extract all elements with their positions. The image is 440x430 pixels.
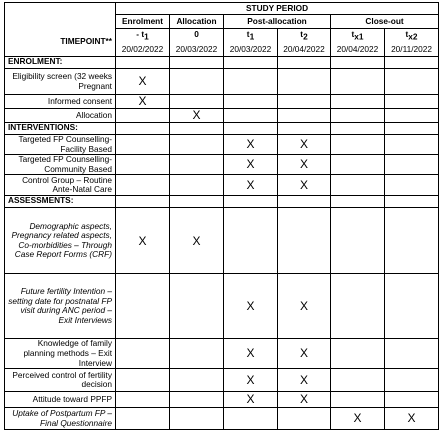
schedule-cell	[331, 109, 385, 123]
table-row	[5, 95, 439, 109]
schedule-mark: X	[192, 108, 201, 123]
activity-label: Perceived control of fertility decision	[5, 369, 116, 392]
schedule-cell	[170, 69, 224, 95]
group-close-out: Close-out	[331, 15, 439, 29]
schedule-cell	[385, 339, 439, 369]
header-corner-2	[5, 15, 116, 29]
table-row	[5, 408, 439, 430]
schedule-cell	[385, 69, 439, 95]
schedule-cell	[278, 408, 331, 430]
empty-cell	[278, 196, 331, 208]
schedule-mark: X	[246, 137, 255, 152]
schedule-cell	[278, 369, 331, 392]
schedule-cell	[170, 135, 224, 155]
schedule-cell	[170, 175, 224, 196]
schedule-cell	[116, 208, 170, 274]
timepoint-date: 20/04/2022	[283, 44, 325, 55]
empty-cell	[116, 57, 170, 69]
schedule-cell	[385, 392, 439, 408]
activity-label: Control Group – Routine Ante-Natal Care	[5, 175, 116, 196]
timepoint-cell	[331, 29, 385, 57]
timepoint-symbol: t	[351, 29, 355, 40]
schedule-cell	[116, 95, 170, 109]
activity-label: Knowledge of family planning methods – Exit Interview	[5, 339, 116, 369]
table-row	[5, 155, 439, 175]
timepoint-cell	[116, 29, 170, 57]
schedule-cell	[331, 175, 385, 196]
schedule-cell	[170, 95, 224, 109]
schedule-mark: X	[299, 372, 308, 387]
schedule-cell	[385, 155, 439, 175]
empty-cell	[278, 57, 331, 69]
schedule-cell	[116, 339, 170, 369]
schedule-cell	[385, 95, 439, 109]
timepoint-value	[226, 30, 275, 42]
schedule-cell	[385, 369, 439, 392]
empty-cell	[224, 196, 278, 208]
empty-cell	[385, 57, 439, 69]
timepoint-symbol: 0	[194, 29, 199, 40]
schedule-cell	[116, 369, 170, 392]
table-row	[5, 109, 439, 123]
schedule-cell	[170, 408, 224, 430]
activity-label: Targeted FP Counselling- Community Based	[5, 155, 116, 175]
activity-label: Uptake of Postpartum FP – Final Questionnaire	[5, 408, 116, 430]
activity-label: Targeted FP Counselling- Facility Based	[5, 135, 116, 155]
schedule-mark: X	[138, 233, 147, 248]
schedule-cell	[278, 274, 331, 339]
schedule-cell	[224, 339, 278, 369]
activity-label: Informed consent	[5, 95, 116, 109]
schedule-cell	[170, 392, 224, 408]
timepoint-subscript: 2	[303, 31, 308, 42]
empty-cell	[170, 57, 224, 69]
schedule-cell	[331, 135, 385, 155]
schedule-cell	[170, 369, 224, 392]
schedule-mark: X	[299, 178, 308, 193]
table-row	[5, 339, 439, 369]
timepoint-cell	[385, 29, 439, 57]
empty-cell	[385, 123, 439, 135]
schedule-cell	[224, 208, 278, 274]
table-row	[5, 208, 439, 274]
schedule-cell	[116, 408, 170, 430]
schedule-cell	[278, 208, 331, 274]
schedule-cell	[331, 369, 385, 392]
schedule-cell	[278, 69, 331, 95]
section-title: INTERVENTIONS:	[5, 123, 116, 135]
timepoint-cell	[170, 29, 224, 57]
timepoint-cell	[224, 29, 278, 57]
empty-cell	[116, 123, 170, 135]
schedule-cell	[278, 95, 331, 109]
activity-label: Demographic aspects, Pregnancy related aspects, Co-morbidities – Through Case Report Forms (CRF)	[5, 208, 116, 274]
schedule-mark: X	[246, 157, 255, 172]
schedule-cell	[331, 408, 385, 430]
timepoint-date: 20/03/2022	[229, 44, 272, 55]
group-allocation: Allocation	[170, 15, 224, 29]
schedule-cell	[385, 109, 439, 123]
schedule-cell	[278, 109, 331, 123]
schedule-mark: X	[192, 233, 201, 248]
schedule-cell	[278, 135, 331, 155]
activity-label: Attitude toward PPFP	[5, 392, 116, 408]
schedule-mark: X	[299, 137, 308, 152]
timepoint-value	[333, 30, 382, 42]
schedule-mark: X	[246, 346, 255, 361]
schedule-mark: X	[299, 299, 308, 314]
empty-cell	[224, 57, 278, 69]
schedule-cell	[170, 155, 224, 175]
timepoint-symbol: t	[300, 29, 304, 40]
schedule-cell	[278, 392, 331, 408]
schedule-cell	[385, 208, 439, 274]
schedule-cell	[224, 408, 278, 430]
schedule-cell	[116, 135, 170, 155]
schedule-mark: X	[299, 157, 308, 172]
timepoint-date: 20/11/2022	[391, 44, 432, 55]
empty-cell	[224, 123, 278, 135]
schedule-cell	[224, 274, 278, 339]
group-post-allocation: Post-allocation	[224, 15, 331, 29]
schedule-cell	[224, 175, 278, 196]
empty-cell	[385, 196, 439, 208]
schedule-cell	[116, 392, 170, 408]
schedule-cell	[116, 175, 170, 196]
header-corner	[5, 3, 116, 15]
empty-cell	[278, 123, 331, 135]
timepoint-date: 20/03/2022	[175, 44, 218, 55]
schedule-cell	[331, 95, 385, 109]
schedule-mark: X	[246, 299, 255, 314]
empty-cell	[331, 196, 385, 208]
activity-label: Allocation	[5, 109, 116, 123]
table-row	[5, 175, 439, 196]
table-row	[5, 392, 439, 408]
schedule-cell	[224, 392, 278, 408]
schedule-cell	[331, 155, 385, 175]
schedule-cell	[116, 274, 170, 339]
study-period-header: STUDY PERIOD	[116, 3, 439, 15]
timepoint-subscript: x2	[408, 31, 418, 42]
timepoint-subscript: 1	[144, 31, 149, 42]
empty-cell	[331, 57, 385, 69]
spirit-schedule-table	[4, 2, 439, 430]
section-title: ASSESSMENTS:	[5, 196, 116, 208]
schedule-cell	[331, 392, 385, 408]
timepoint-label: TIMEPOINT**	[5, 29, 116, 57]
schedule-mark: X	[246, 178, 255, 193]
schedule-cell	[170, 339, 224, 369]
schedule-cell	[116, 69, 170, 95]
schedule-mark: X	[138, 74, 147, 89]
empty-cell	[170, 123, 224, 135]
schedule-cell	[224, 69, 278, 95]
schedule-mark: X	[407, 411, 416, 426]
timepoint-symbol: t	[246, 29, 250, 40]
empty-cell	[331, 123, 385, 135]
schedule-cell	[331, 69, 385, 95]
empty-cell	[170, 196, 224, 208]
schedule-cell	[224, 369, 278, 392]
timepoint-subscript: x1	[354, 31, 364, 42]
timepoint-value	[172, 30, 221, 42]
schedule-cell	[278, 339, 331, 369]
schedule-mark: X	[299, 392, 308, 407]
schedule-cell	[331, 208, 385, 274]
schedule-cell	[224, 155, 278, 175]
activity-label: Future fertility Intention – setting date for postnatal FP visit during ANC period – Exit Interviews	[5, 274, 116, 339]
schedule-cell	[116, 155, 170, 175]
timepoint-cell	[278, 29, 331, 57]
schedule-cell	[331, 339, 385, 369]
table-row	[5, 369, 439, 392]
schedule-cell	[224, 95, 278, 109]
timepoint-symbol: t	[405, 29, 409, 40]
schedule-cell	[224, 135, 278, 155]
timepoint-value	[387, 30, 436, 42]
schedule-cell	[278, 155, 331, 175]
schedule-cell	[385, 274, 439, 339]
schedule-mark: X	[138, 94, 147, 109]
schedule-cell	[385, 135, 439, 155]
empty-cell	[116, 196, 170, 208]
schedule-cell	[170, 109, 224, 123]
timepoint-value	[280, 30, 328, 42]
schedule-cell	[224, 109, 278, 123]
timepoint-subscript: 1	[249, 31, 255, 42]
schedule-mark: X	[299, 346, 308, 361]
schedule-cell	[116, 109, 170, 123]
timepoint-value	[118, 30, 167, 42]
schedule-cell	[331, 274, 385, 339]
schedule-cell	[385, 408, 439, 430]
activity-label: Eligibility screen (32 weeks Pregnant	[5, 69, 116, 95]
schedule-cell	[278, 175, 331, 196]
table-row	[5, 135, 439, 155]
schedule-mark: X	[246, 372, 255, 387]
timepoint-date: 20/04/2022	[336, 44, 379, 55]
schedule-mark: X	[353, 411, 362, 426]
group-enrolment: Enrolment	[116, 15, 170, 29]
timepoint-symbol: - t	[136, 29, 145, 40]
timepoint-date: 20/02/2022	[121, 44, 164, 55]
schedule-cell	[170, 208, 224, 274]
table-row	[5, 69, 439, 95]
table-row	[5, 274, 439, 339]
schedule-mark: X	[246, 392, 255, 407]
section-title: ENROLMENT:	[5, 57, 116, 69]
schedule-cell	[170, 274, 224, 339]
schedule-cell	[385, 175, 439, 196]
